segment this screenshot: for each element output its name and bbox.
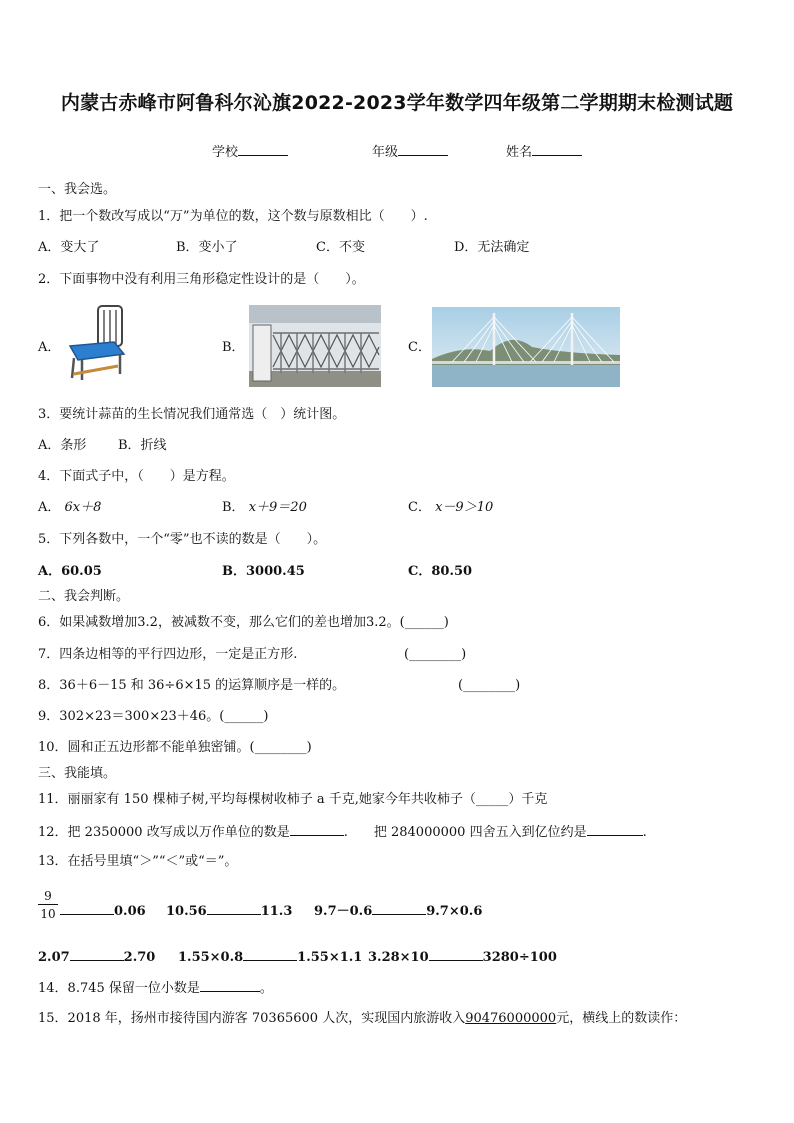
- q13-r1c3b: 9.7×0.6: [426, 904, 483, 919]
- grade-blank[interactable]: [398, 143, 448, 156]
- question-15: [38, 1011, 686, 1027]
- grade-label: 年级: [372, 145, 399, 160]
- chair-image: [62, 302, 132, 382]
- fraction-denominator: 10: [40, 907, 56, 921]
- question-3-option-a[interactable]: A．条形: [38, 438, 87, 453]
- q13-blank-4[interactable]: [70, 948, 124, 961]
- question-5-stem: 5．下列各数中，一个“零”也不读的数是（ ）。: [38, 532, 327, 547]
- question-9: 9．302×23＝300×23＋46。(______): [38, 709, 269, 724]
- q14-blank[interactable]: [200, 979, 260, 992]
- q13-r2c2b: 1.55×1.1: [297, 950, 363, 965]
- section-heading-fill: 三、我能填。: [38, 766, 117, 781]
- question-4-option-c[interactable]: [408, 500, 493, 516]
- q13-r2c3b: 3280÷100: [482, 950, 557, 965]
- q14-part2: 。: [259, 981, 273, 996]
- question-2-option-b[interactable]: B．: [222, 340, 245, 355]
- question-11: 11．丽丽家有 150 棵柿子树,平均每棵树收柿子 a 千克,她家今年共收柿子（_____）千克: [38, 792, 548, 807]
- q13-r2c3a: 3.28×10: [368, 950, 429, 965]
- question-4-option-b[interactable]: [222, 500, 307, 516]
- page-title: 内蒙古赤峰市阿鲁科尔沁旗2022-2023学年数学四年级第二学期期末检测试题: [60, 92, 734, 114]
- question-7-text: 7．四条边相等的平行四边形，一定是正方形.: [38, 647, 298, 662]
- q13-row1-item1: [60, 902, 146, 920]
- question-4-stem: 4．下面式子中，（ ）是方程。: [38, 469, 235, 484]
- q13-blank-5[interactable]: [243, 948, 297, 961]
- q13-r1c1: 0.06: [114, 904, 146, 919]
- question-2-option-c[interactable]: C．: [408, 340, 431, 355]
- option-c-label: C．: [408, 500, 431, 515]
- q12-part4: .: [642, 825, 647, 840]
- question-5-option-c[interactable]: C．80.50: [408, 564, 473, 579]
- q13-r1c2b: 11.3: [260, 904, 293, 919]
- q12-blank-1[interactable]: [290, 823, 344, 836]
- question-3-option-b[interactable]: B．折线: [118, 438, 167, 453]
- option-b-label: B．: [222, 500, 245, 515]
- question-2-option-a[interactable]: A．: [38, 340, 61, 355]
- q13-blank-1[interactable]: [60, 902, 114, 915]
- q13-r2c1b: 2.70: [123, 950, 156, 965]
- q13-row1-item2: [166, 902, 292, 920]
- question-8-answer[interactable]: (________): [458, 678, 521, 693]
- question-10: 10．圆和正五边形都不能单独密铺。(________): [38, 740, 312, 755]
- q13-row2-item3: [368, 948, 557, 966]
- question-6: 6．如果减数增加3.2，被减数不变，那么它们的差也增加3.2。(______): [38, 615, 449, 630]
- question-1-stem: 1．把一个数改写成以“万”为单位的数，这个数与原数相比（ ）.: [38, 209, 428, 224]
- q13-blank-2[interactable]: [207, 902, 261, 915]
- q13-row2-item1: [38, 948, 155, 966]
- question-1-option-b[interactable]: B．变小了: [176, 240, 238, 255]
- q15-part1: 15．2018 年，扬州市接待国内游客 70365600 人次，实现国内旅游收入: [38, 1011, 466, 1026]
- question-4-option-a[interactable]: [38, 500, 101, 516]
- q13-r1c3a: 9.7－0.6: [314, 904, 373, 919]
- question-1-option-c[interactable]: C．不变: [316, 240, 365, 255]
- q15-part2: 元，横线上的数读作：: [556, 1011, 687, 1026]
- grade-field: [372, 141, 448, 160]
- question-14: [38, 979, 273, 997]
- option-b-expression: x＋9＝20: [248, 500, 307, 515]
- question-7-answer[interactable]: (________): [404, 647, 467, 662]
- q13-row2-item2: [178, 948, 362, 966]
- q14-part1: 14．8.745 保留一位小数是: [38, 981, 200, 996]
- q13-blank-6[interactable]: [429, 948, 483, 961]
- school-field: [212, 141, 288, 160]
- q13-row1-item3: [314, 902, 482, 920]
- q12-part2: .: [343, 825, 348, 840]
- question-13-stem: 13．在括号里填“＞”“＜”或“＝”。: [38, 854, 238, 869]
- q13-blank-3[interactable]: [372, 902, 426, 915]
- q12-part3: 把 284000000 四舍五入到亿位约是: [373, 825, 587, 840]
- option-a-label: A．: [38, 500, 61, 515]
- school-blank[interactable]: [238, 143, 288, 156]
- question-8-text: 8．36＋6－15 和 36÷6×15 的运算顺序是一样的。: [38, 678, 346, 693]
- question-2-stem: 2．下面事物中没有利用三角形稳定性设计的是（ ）。: [38, 272, 365, 287]
- q12-blank-2[interactable]: [587, 823, 643, 836]
- q15-underlined-number: 90476000000: [465, 1011, 557, 1026]
- section-heading-choice: 一、我会选。: [38, 182, 117, 197]
- option-a-expression: 6x＋8: [64, 500, 102, 515]
- question-1-option-d[interactable]: D．无法确定: [454, 240, 530, 255]
- fraction-numerator: 9: [38, 889, 58, 905]
- retractable-gate-image: [249, 305, 381, 387]
- question-5-option-a[interactable]: A．60.05: [38, 564, 102, 579]
- school-label: 学校: [212, 145, 239, 160]
- question-12: [38, 823, 647, 841]
- question-5-option-b[interactable]: B．3000.45: [222, 564, 305, 579]
- q12-part1: 12．把 2350000 改写成以万作单位的数是: [38, 825, 290, 840]
- section-heading-judge: 二、我会判断。: [38, 589, 130, 604]
- fraction-nine-tenths: [38, 889, 58, 921]
- name-field: [506, 141, 582, 160]
- question-1-option-a[interactable]: A．变大了: [38, 240, 100, 255]
- q13-r1c2a: 10.56: [166, 904, 207, 919]
- name-label: 姓名: [506, 145, 533, 160]
- q13-r2c1a: 2.07: [38, 950, 70, 965]
- option-c-expression: x－9＞10: [435, 500, 494, 515]
- cable-stayed-bridge-image: [432, 307, 620, 387]
- question-3-stem: 3．要统计蒜苗的生长情况我们通常选（ ）统计图。: [38, 407, 346, 422]
- q13-r2c2a: 1.55×0.8: [178, 950, 244, 965]
- name-blank[interactable]: [532, 143, 582, 156]
